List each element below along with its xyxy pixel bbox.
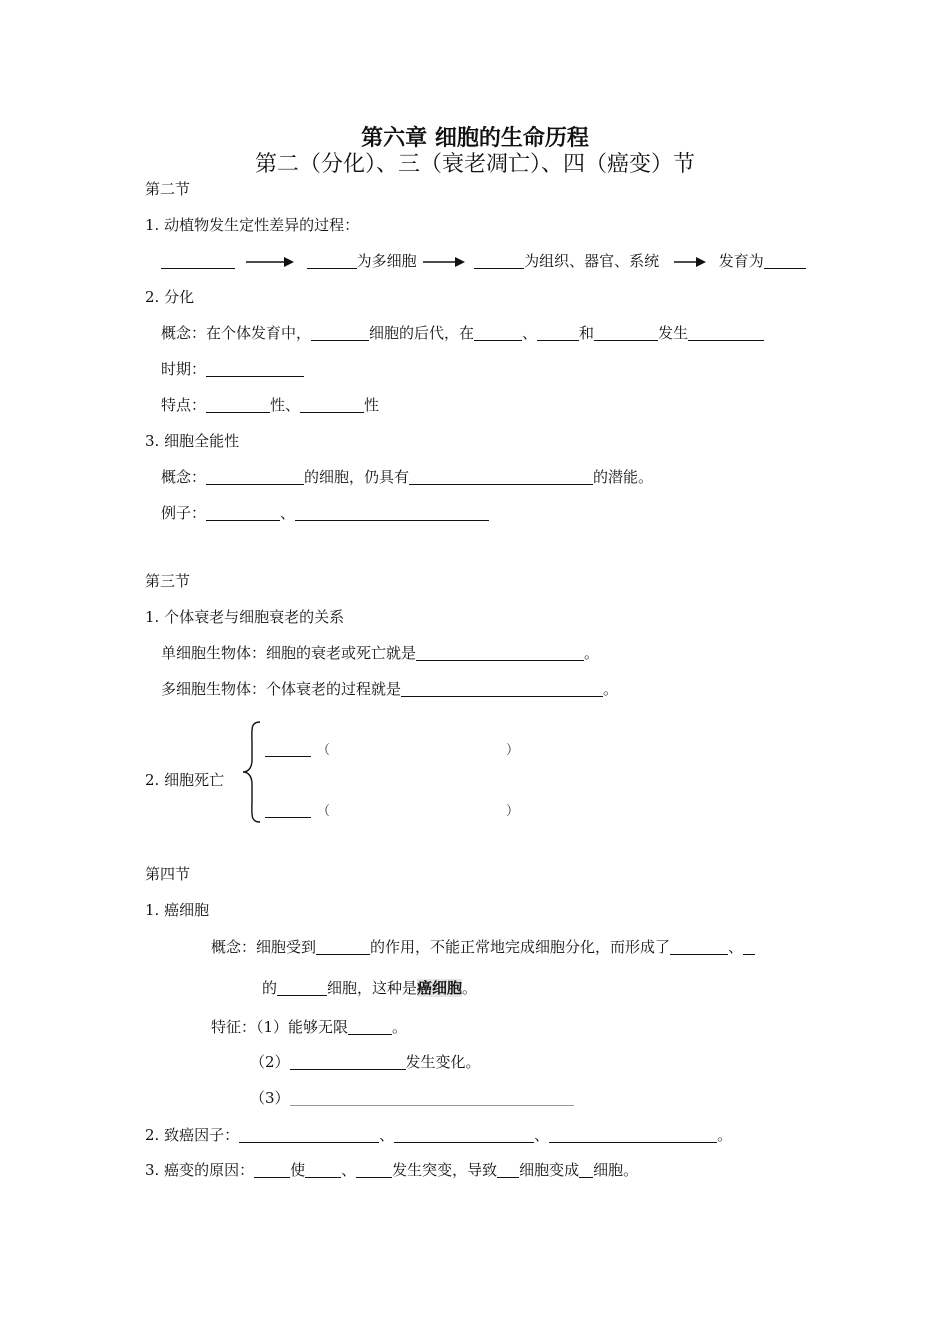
blank-field[interactable] [537, 323, 579, 341]
question-3-1: 1. 个体衰老与细胞衰老的关系 [145, 608, 345, 626]
concept-label: 概念： [161, 468, 207, 486]
blank-field[interactable] [300, 395, 364, 413]
arrow-right-icon [674, 256, 708, 268]
cause-text: 使 [290, 1161, 306, 1179]
single-cell-line [161, 642, 599, 663]
period-mark: 。 [717, 1126, 733, 1144]
feature-text: 特征：（1）能够无限 [211, 1018, 349, 1036]
single-cell-text: 单细胞生物体：细胞的衰老或死亡就是 [161, 644, 417, 662]
separator: 、 [522, 324, 538, 342]
blank-field[interactable] [206, 359, 304, 377]
blank-field[interactable] [305, 1160, 341, 1178]
example-label: 例子： [161, 504, 207, 522]
blank-field[interactable] [311, 323, 369, 341]
blank-field[interactable] [265, 739, 311, 757]
period-mark: 。 [603, 680, 619, 698]
blank-field[interactable] [409, 467, 593, 485]
concept-text: 细胞，这种是 [327, 979, 418, 997]
multi-cell-line [161, 678, 618, 699]
concept-label: 概念：在个体发育中， [161, 324, 312, 342]
question-4-1: 1. 癌细胞 [145, 901, 210, 919]
question-2-3: 3. 细胞全能性 [145, 432, 240, 450]
cause-label: 3. 癌变的原因： [145, 1161, 255, 1179]
separator: 、 [280, 504, 296, 522]
cause-text: 细胞变成 [519, 1161, 580, 1179]
blank-field[interactable] [206, 467, 304, 485]
period-line [161, 358, 304, 379]
paren-open: （ [317, 804, 331, 819]
concept-text: 的细胞，仍具有 [304, 468, 410, 486]
period-mark: 。 [584, 644, 600, 662]
blank-field[interactable] [206, 395, 270, 413]
cause-text: 细胞。 [593, 1161, 639, 1179]
process-text: 发育为 [718, 252, 764, 270]
feature-label: 特点： [161, 396, 207, 414]
highlighted-term: 癌细胞 [417, 979, 463, 997]
blank-field[interactable] [670, 937, 728, 955]
differentiation-concept [161, 322, 764, 343]
question-4-2 [145, 1124, 732, 1145]
period-mark: 。 [392, 1018, 408, 1036]
blank-field[interactable] [497, 1160, 519, 1178]
blank-field[interactable] [239, 1125, 379, 1143]
blank-field[interactable] [743, 937, 755, 955]
death-type-2 [265, 800, 519, 819]
process-text: 为多细胞 [356, 252, 417, 270]
process-text: 为组织、器官、系统 [524, 252, 660, 270]
paren-open: （ [317, 743, 331, 758]
multi-cell-text: 多细胞生物体：个体衰老的过程就是 [161, 680, 402, 698]
blank-field[interactable] [579, 1160, 593, 1178]
carcinogen-label: 2. 致癌因子： [145, 1126, 240, 1144]
death-type-1 [265, 739, 519, 758]
blank-field[interactable] [594, 323, 658, 341]
question-2-2: 2. 分化 [145, 288, 195, 306]
blank-field[interactable] [688, 323, 764, 341]
cause-text: 发生突变，导致 [392, 1161, 498, 1179]
example-line [161, 502, 489, 523]
concept-label: 概念：细胞受到 [211, 938, 317, 956]
question-3-2: 2. 细胞死亡 [145, 771, 225, 789]
blank-field[interactable] [265, 800, 311, 818]
arrow-right-icon [423, 256, 467, 268]
blank-field[interactable] [277, 978, 327, 996]
blank-field[interactable] [549, 1125, 717, 1143]
feature-text: 性 [364, 396, 380, 414]
blank-field[interactable] [290, 1088, 574, 1106]
totipotency-concept [161, 466, 653, 487]
section-heading-2: 第二节 [145, 180, 191, 198]
concept-text: 和 [579, 324, 595, 342]
separator: 、 [379, 1126, 395, 1144]
blank-field[interactable] [474, 323, 522, 341]
paren-close: ） [506, 743, 520, 758]
feature-line-1 [211, 1016, 407, 1037]
question-4-3 [145, 1159, 638, 1180]
blank-field[interactable] [401, 679, 603, 697]
blank-field[interactable] [206, 503, 280, 521]
question-2-1: 1. 动植物发生定性差异的过程： [145, 216, 360, 234]
section-heading-3: 第三节 [145, 572, 191, 590]
blank-field[interactable] [416, 643, 584, 661]
separator: 、 [341, 1161, 357, 1179]
blank-field[interactable] [356, 1160, 392, 1178]
feature-number: （3） [250, 1089, 290, 1107]
page-subtitle: 第二（分化）、三（衰老凋亡）、四（癌变）节 [254, 152, 695, 177]
section-heading-4: 第四节 [145, 865, 191, 883]
concept-text: 的作用，不能正常地完成细胞分化，而形成了 [370, 938, 671, 956]
blank-field[interactable] [295, 503, 489, 521]
cancer-concept-line2 [262, 977, 477, 998]
separator: 、 [728, 938, 744, 956]
curly-brace-icon [240, 720, 264, 824]
blank-field[interactable] [764, 251, 806, 269]
arrow-right-icon [246, 256, 296, 268]
paren-close: ） [506, 804, 520, 819]
blank-field[interactable] [254, 1160, 290, 1178]
concept-text: 细胞的后代，在 [369, 324, 475, 342]
blank-field[interactable] [474, 251, 524, 269]
blank-field[interactable] [307, 251, 357, 269]
feature-line [161, 394, 379, 415]
feature-text: 性、 [270, 396, 301, 414]
concept-text: 的 [262, 979, 278, 997]
blank-field[interactable] [161, 251, 235, 269]
cancer-concept-line1 [211, 936, 755, 957]
period-label: 时期： [161, 360, 207, 378]
blank-field[interactable] [316, 937, 370, 955]
feature-line-2 [250, 1051, 481, 1072]
feature-number: （2） [250, 1053, 290, 1071]
blank-field[interactable] [290, 1052, 406, 1070]
concept-text: 的潜能。 [593, 468, 654, 486]
process-line [161, 250, 806, 271]
feature-line-3 [250, 1087, 574, 1108]
blank-field[interactable] [394, 1125, 534, 1143]
blank-field[interactable] [348, 1017, 392, 1035]
separator: 、 [534, 1126, 550, 1144]
concept-text: 发生 [658, 324, 689, 342]
feature-text: 发生变化。 [405, 1053, 481, 1071]
page-title: 第六章 细胞的生命历程 [361, 126, 589, 151]
period-mark: 。 [462, 979, 478, 997]
